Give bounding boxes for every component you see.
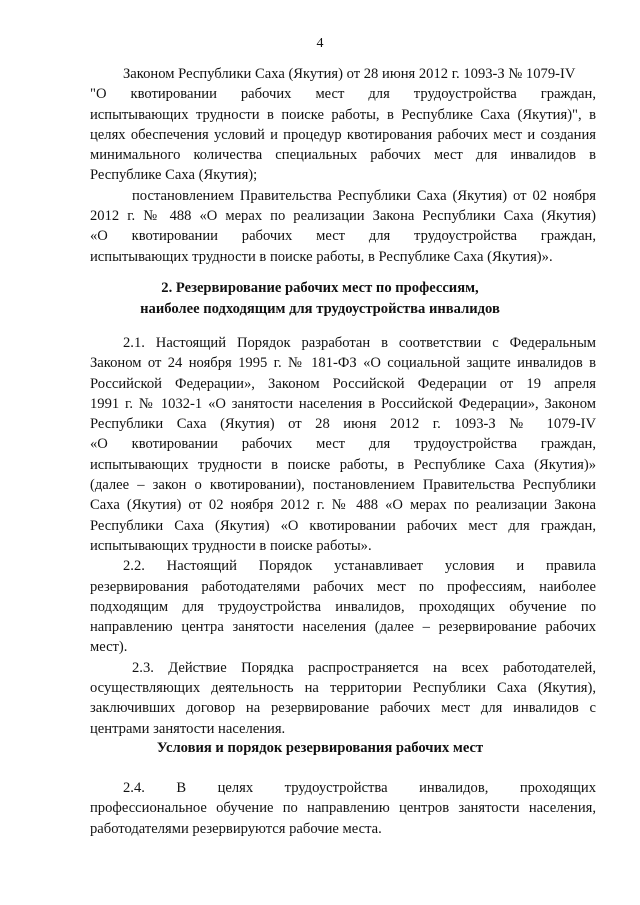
text-line: 2012 г. № 488 «О мерах по реализации Закона Республики Саха (Якутия) bbox=[90, 208, 596, 225]
text-line: работодателями резервируются рабочие места. bbox=[90, 820, 382, 837]
text-line: минимального количества специальных рабочих мест для инвалидов в bbox=[90, 147, 596, 164]
text-line: Республике Саха (Якутия); bbox=[90, 167, 258, 184]
page-number: 4 bbox=[316, 36, 324, 51]
text-line: "О квотировании рабочих мест для трудоустройства граждан, bbox=[90, 86, 596, 103]
text-line: Законом Республики Саха (Якутия) от 28 июня 2012 г. 1093-З № 1079-IV bbox=[123, 66, 576, 82]
text-line: мест). bbox=[90, 639, 128, 656]
text-line: направлению центра занятости населения (далее – резервирование рабочих bbox=[90, 619, 596, 636]
text-line: «О квотировании рабочих мест для трудоустройства граждан, bbox=[90, 436, 596, 453]
section-heading bbox=[0, 278, 640, 320]
text-line: резервирования работодателями рабочих мест по профессиям, наиболее bbox=[90, 578, 596, 595]
text-line: Законом от 24 ноября 1995 г. № 181-ФЗ «О социальной защите инвалидов в bbox=[90, 355, 596, 372]
heading-line: наиболее подходящим для трудоустройства инвалидов bbox=[140, 301, 500, 317]
text-line: 2.4. В целях трудоустройства инвалидов, проходящих bbox=[123, 780, 596, 796]
text-line: испытывающих трудности в поиске работы». bbox=[90, 537, 372, 554]
text-line: 1991 г. № 1032-1 «О занятости населения в Российской Федерации», Законом bbox=[90, 395, 596, 412]
text-line: Саха (Якутия) от 02 ноября 2012 г. № 488 «О мерах по реализации Закона bbox=[90, 497, 596, 514]
text-line: 2.2. Настоящий Порядок устанавливает условия и правила bbox=[123, 558, 596, 575]
text-line: профессиональное обучение по направлению центров занятости населения, bbox=[90, 800, 596, 817]
text-line: Республики Саха (Якутия) от 28 июня 2012 г. 1093-З № 1079-IV bbox=[90, 416, 596, 433]
text-line: испытывающих трудности в поиске работы, в Республике Саха (Якутия)». bbox=[90, 248, 553, 265]
text-line: испытывающих трудности в поиске работы, в Республике Саха (Якутия)", в bbox=[90, 106, 596, 123]
text-line: целях обеспечения условий и процедур квотирования рабочих мест и создания bbox=[90, 126, 596, 143]
text-line: заключивших договор на резервирование рабочих мест для инвалидов с bbox=[90, 700, 596, 717]
text-line: постановлением Правительства Республики Саха (Якутия) от 02 ноября bbox=[132, 187, 596, 204]
text-line: Российской Федерации», Законом Российской Федерации от 19 апреля bbox=[90, 375, 596, 392]
text-line: «О квотировании рабочих мест для трудоустройства граждан, bbox=[90, 228, 596, 245]
text-line: испытывающих трудности в поиске работы, в Республике Саха (Якутия)» bbox=[90, 456, 596, 473]
text-line: подходящим для трудоустройства инвалидов, проходящих обучение по bbox=[90, 598, 596, 615]
text-line: 2.3. Действие Порядка распространяется на всех работодателей, bbox=[132, 659, 596, 676]
heading-line: Условия и порядок резервирования рабочих мест bbox=[156, 740, 484, 756]
text-line: (далее – закон о квотировании), постановлением Правительства Республики bbox=[90, 477, 596, 494]
section3-paragraphs bbox=[90, 778, 596, 839]
text-line: Республики Саха (Якутия) «О квотировании рабочих мест для граждан, bbox=[90, 517, 596, 534]
section2-paragraphs bbox=[90, 333, 596, 739]
text-line: центрами занятости населения. bbox=[90, 720, 286, 737]
intro-paragraphs bbox=[90, 64, 596, 267]
heading-line: 2. Резервирование рабочих мест по профессиям, bbox=[161, 280, 479, 296]
section-heading bbox=[0, 738, 640, 759]
text-line: 2.1. Настоящий Порядок разработан в соответствии с Федеральным bbox=[123, 335, 596, 351]
text-line: осуществляющих деятельность на территории Республики Саха (Якутия), bbox=[90, 680, 596, 697]
